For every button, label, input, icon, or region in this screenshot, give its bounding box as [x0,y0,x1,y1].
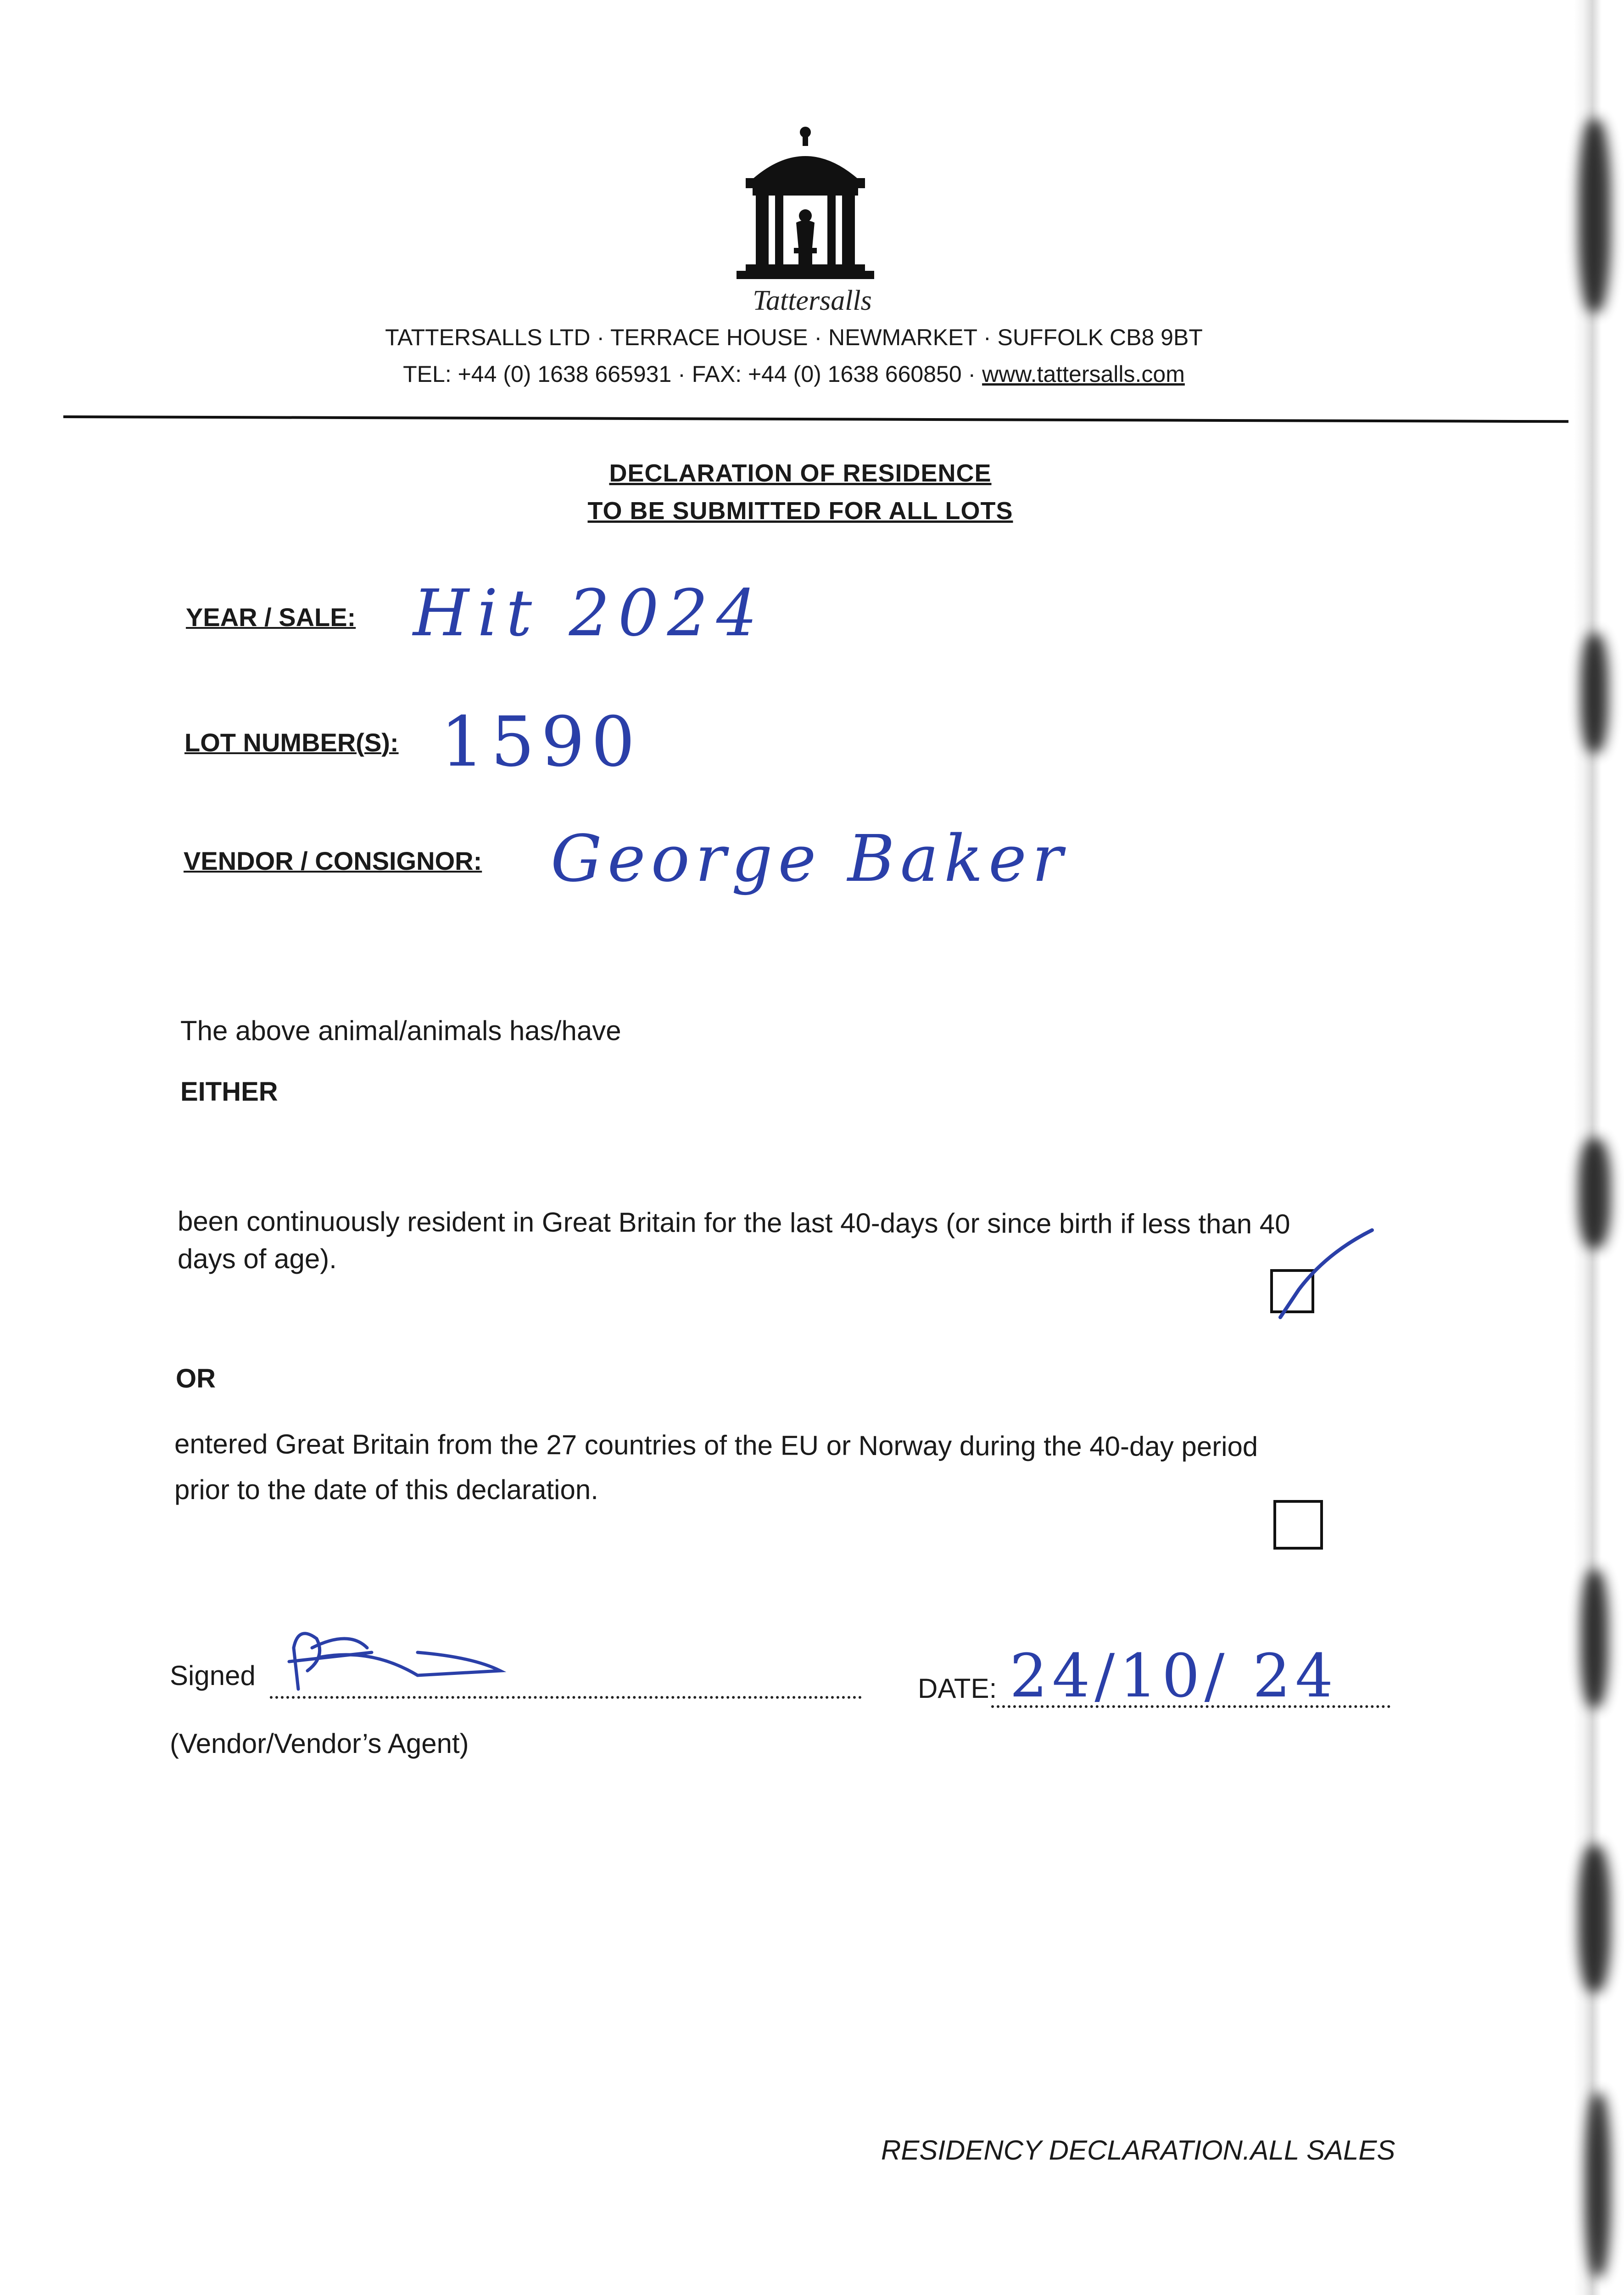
signer-role: (Vendor/Vendor’s Agent) [170,1728,469,1759]
header-divider [63,415,1568,423]
scan-smudge [1581,1570,1608,1707]
footer-reference: RESIDENCY DECLARATION.ALL SALES [881,2135,1395,2166]
scan-smudge [1579,1138,1611,1248]
scan-smudge [1579,1845,1611,1992]
brand-name: Tattersalls [753,285,872,316]
option2-checkbox[interactable] [1273,1500,1323,1550]
scan-smudge [1585,2093,1611,2277]
website-link[interactable]: www.tattersalls.com [982,361,1185,387]
year-sale-label: YEAR / SALE: [186,603,356,632]
signature-scribble [280,1620,509,1703]
vendor-consignor-value[interactable]: George Baker [551,822,1068,896]
date-label: DATE: [918,1673,997,1704]
form-title: DECLARATION OF RESIDENCE [609,459,992,487]
lot-number-label: LOT NUMBER(S): [184,728,399,757]
either-label: EITHER [180,1077,278,1107]
contact-text: TEL: +44 (0) 1638 665931 · FAX: +44 (0) 1638 660850 · [403,361,982,387]
intro-text: The above animal/animals has/have [180,1015,621,1046]
form-subtitle: TO BE SUBMITTED FOR ALL LOTS [587,497,1013,525]
option2-line2: prior to the date of this declaration. [174,1474,598,1505]
checkmark-icon [1271,1226,1381,1327]
vendor-consignor-label: VENDOR / CONSIGNOR: [184,846,482,875]
option1-line2: days of age). [178,1243,337,1274]
signed-label: Signed [170,1660,256,1691]
scan-smudge [1579,119,1611,312]
company-contact [321,361,1267,387]
date-value[interactable]: 24/10/ 24 [1010,1641,1338,1711]
company-address: TATTERSALLS LTD · TERRACE HOUSE · NEWMARKET · SUFFOLK CB8 9BT [385,325,1203,350]
tattersalls-logo [727,124,883,289]
or-label: OR [176,1364,216,1394]
option1-line1: been continuously resident in Great Britain for the last 40-days (or since birth if less than 40 [177,1206,1290,1240]
lot-number-value[interactable]: 1590 [441,702,642,782]
year-sale-value[interactable]: Hit 2024 [413,576,765,651]
option2-line1: entered Great Britain from the 27 countries of the EU or Norway during the 40-day period [174,1428,1258,1462]
scan-smudge [1581,633,1608,753]
